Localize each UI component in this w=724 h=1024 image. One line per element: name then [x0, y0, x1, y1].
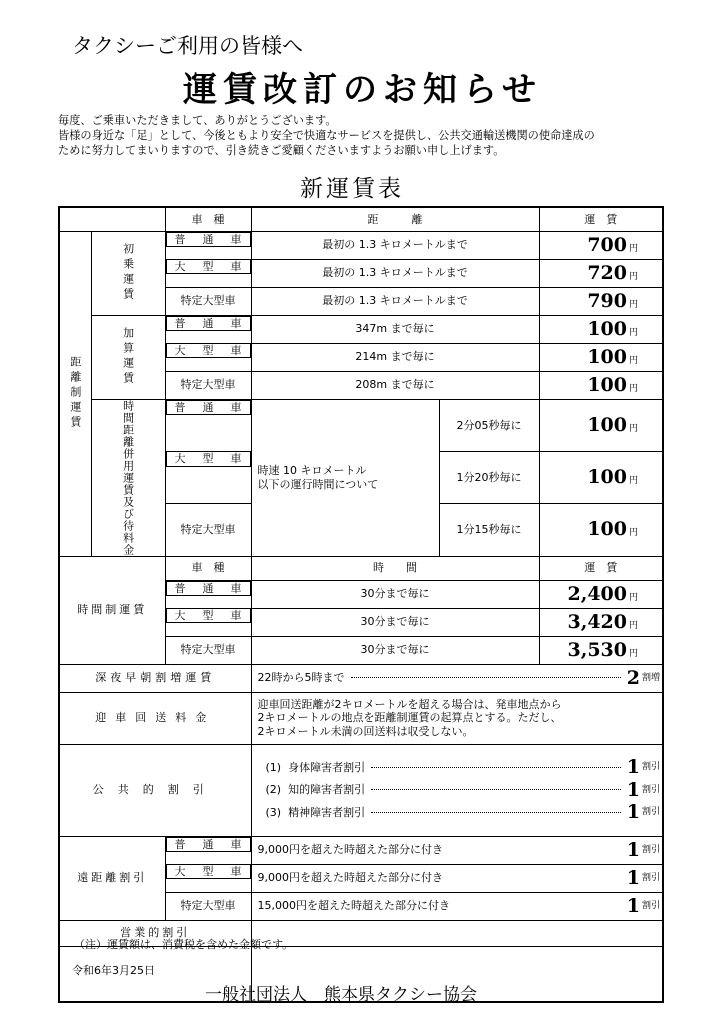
pickup-fee-label: 迎車回送料金 [59, 692, 251, 744]
pickup-fee-rule: 迎車回送距離が2キロメートルを超える場合は、発車地点から 2キロメートルの地点を距離制運賃の起算点とする。ただし、 2キロメートル未満の回送料は収受しない。 [251, 692, 663, 744]
fare-value: 720 円 [539, 259, 663, 287]
vehicle-large: 大 型 車 [166, 343, 251, 358]
distance-fare-label: 距離制運賃 [59, 231, 91, 556]
fare-value: 2,400 円 [539, 580, 663, 608]
vehicle-ordinary: 普 通 車 [166, 581, 251, 596]
public-discount-label: 公共的割引 [59, 744, 251, 836]
waiting-condition: 時速 10 キロメートル 以下の運行時間について [251, 399, 439, 556]
long-distance-discount-label: 遠距離割引 [59, 836, 165, 920]
fare-value: 790 円 [539, 287, 663, 315]
col-distance: 距 離 [251, 207, 539, 231]
fare-value: 100 円 [539, 371, 663, 399]
business-discount-label: 営業的割引 [59, 920, 251, 946]
vehicle-ordinary: 普 通 車 [166, 232, 251, 247]
vehicle-large: 大 型 車 [166, 608, 251, 623]
vehicle-ordinary: 普 通 車 [166, 316, 251, 331]
vehicle-special: 特定大型車 [165, 504, 251, 556]
initial-fare-label: 初乗運賃 [91, 231, 165, 315]
vehicle-special: 特定大型車 [165, 892, 251, 920]
vehicle-special: 特定大型車 [165, 371, 251, 399]
vehicle-large: 大 型 車 [166, 864, 251, 879]
fare-value: 100 円 [539, 451, 663, 503]
greeting-line-2: 皆様の身近な「足」として、今後ともより安全で快適なサービスを提供し、公共交通輸送機関の使命達成の [58, 129, 595, 142]
fare-value: 3,530 円 [539, 636, 663, 664]
issue-date: 令和6年3月25日 [72, 964, 155, 977]
fare-table: 車 種 距 離 運 賃 距離制運賃 初乗運賃 普 通 車 最初の 1.3 キロメートルまで 700 円 大 型 車 最初の 1.3 キロメートルまで 720 円 特定大型車 最初の 1.3 キロメートルまで 790 円 加算運賃 普 通 車 347m まで毎に 100 円 大 型 車 214m まで毎に 100 円 特定大型車 208m まで毎に 100 円 時間距離併用運賃及び待料金 普 通 車 時速 10 キロメートル 以下の運行時間について 2分05秒毎に 100 円 大 型 車 1分20秒毎に 100 円 特定大型車 1分15秒毎に 100 円 時間制運賃 車 種 時 間 運 賃 普 通 車 30分まで毎に 2,400 円 大 型 車 30分まで毎に 3,420 円 特定大型車 30分まで毎に 3,530 円 深夜早朝割増運賃 22時から5時まで 2 割増 迎車回送料金 迎車回送距離が2キロメートルを超える場合は、発車地点から 2キロメートルの地点を距離制運賃の起算点とする。ただし、 2キロメートル未満の回送料は収受しない。 公共的割引 (1) 身体障害者割引 1 割引 (2) 知的障害者割引 1 割引 (3) 精神障害者割引 1 割引 遠距離割引 普 通 車 9,000円を超えた時超えた部分に付き 1 割引 大 型 車 9,000円を超えた時超えた部分に付き 1 割引 特定大型車 15,000円を超えた時超えた部分に付き 1 割引 営業的割引 [58, 206, 664, 1003]
time-distance-fare-label: 時間距離併用運賃及び待料金 [91, 399, 165, 556]
fare-value: 100 円 [539, 315, 663, 343]
fare-value: 700 円 [539, 231, 663, 259]
col-fare: 運 賃 [539, 207, 663, 231]
fare-value: 100 円 [539, 399, 663, 451]
additional-fare-label: 加算運賃 [91, 315, 165, 399]
vehicle-ordinary: 普 通 車 [166, 400, 251, 415]
notice-title: 運賃改訂のお知らせ [183, 70, 542, 110]
vehicle-large: 大 型 車 [166, 451, 251, 466]
night-surcharge-label: 深夜早朝割増運賃 [59, 664, 251, 692]
fare-value: 100 円 [539, 504, 663, 556]
vehicle-large: 大 型 車 [166, 259, 251, 274]
fare-value: 100 円 [539, 343, 663, 371]
fare-value: 3,420 円 [539, 608, 663, 636]
greeting-line-3: ために努力してまいりますので、引き続きご愛顧くださいますようお願い申し上げます。 [58, 144, 505, 157]
tax-note: （注）運賃額は、消費税を含めた金額です。 [74, 938, 294, 951]
fare-table-title: 新運賃表 [300, 176, 404, 202]
greeting-line-1: 毎度、ご乗車いただきまして、ありがとうございます。 [58, 114, 337, 127]
organization-name: 一般社団法人 熊本県タクシー協会 [205, 985, 477, 1005]
vehicle-special: 特定大型車 [165, 287, 251, 315]
col-vehicle: 車 種 [165, 207, 251, 231]
vehicle-special: 特定大型車 [165, 636, 251, 664]
time-fare-label: 時間制運賃 [59, 556, 165, 664]
greeting-line: タクシーご利用の皆様へ [72, 34, 303, 58]
vehicle-ordinary: 普 通 車 [166, 837, 251, 852]
